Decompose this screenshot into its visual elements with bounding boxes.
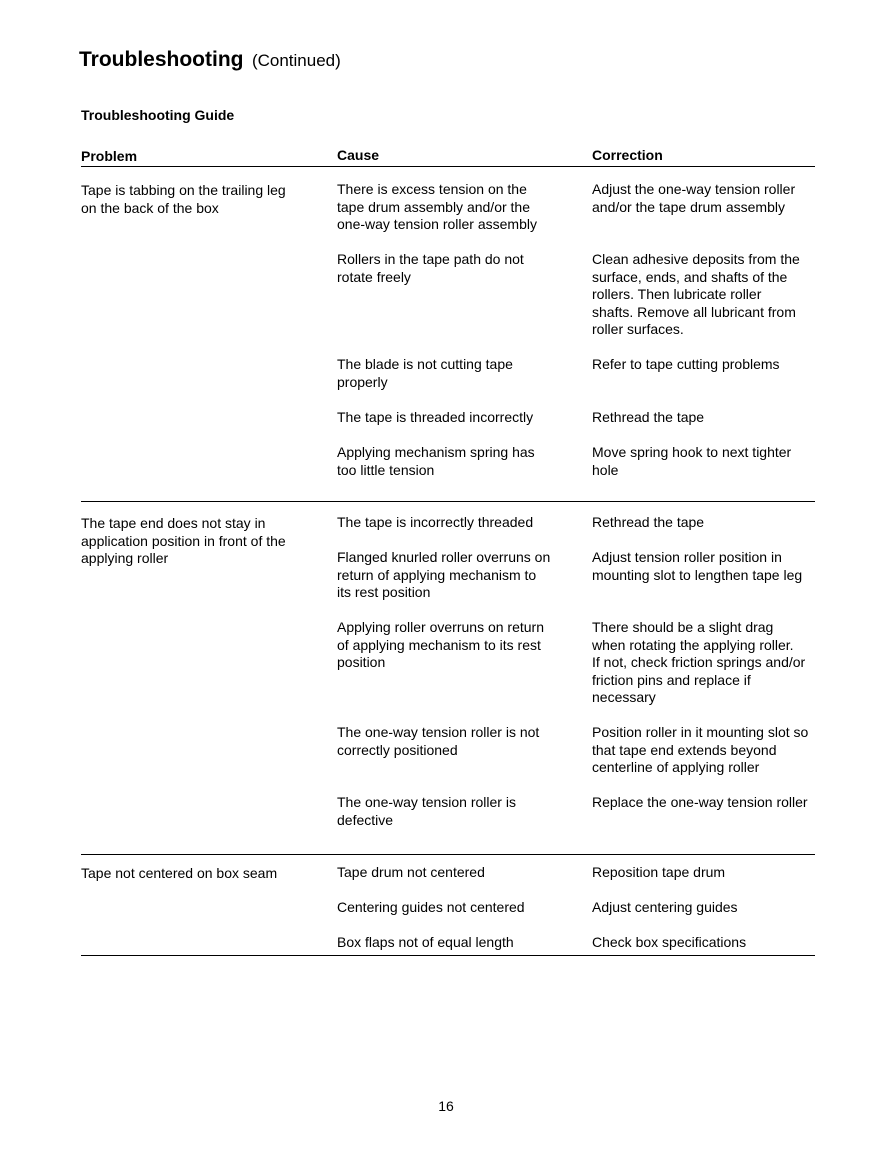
- cause-cell: There is excess tension on the tape drum assembly and/or the one-way tension roller assembly: [337, 181, 537, 233]
- problem-cell: The tape end does not stay in application position in front of the applying roller: [81, 515, 286, 567]
- header-rule: [81, 166, 815, 167]
- correction-cell: Replace the one-way tension roller: [592, 794, 808, 810]
- correction-cell: Refer to tape cutting problems: [592, 356, 780, 372]
- page-number: 16: [438, 1098, 454, 1114]
- cause-cell: The one-way tension roller is defective: [337, 794, 516, 828]
- page-title-main: Troubleshooting: [79, 48, 244, 71]
- cause-cell: Flanged knurled roller overruns on return of applying mechanism to its rest position: [337, 549, 551, 601]
- problem-cell: Tape not centered on box seam: [81, 865, 278, 881]
- correction-cell: Rethread the tape: [592, 514, 705, 530]
- correction-cell: Clean adhesive deposits from the surface, ends, and shafts of the rollers. Then lubricate roller shafts. Remove all lubricant from roller surfaces.: [592, 251, 800, 338]
- group-divider: [81, 854, 815, 855]
- cause-cell: The tape is threaded incorrectly: [337, 409, 534, 425]
- column-header-correction: Correction: [592, 147, 663, 163]
- correction-cell: There should be a slight drag when rotating the applying roller. If not, check friction springs and/or friction pins and replace if necessary: [592, 619, 806, 706]
- correction-cell: Move spring hook to next tighter hole: [592, 444, 792, 478]
- correction-cell: Adjust centering guides: [592, 899, 738, 915]
- column-header-problem: Problem: [81, 148, 138, 164]
- cause-cell: Box flaps not of equal length: [337, 934, 514, 950]
- cause-cell: The one-way tension roller is not correctly positioned: [337, 724, 540, 758]
- column-header-cause: Cause: [337, 147, 380, 163]
- table-bottom-rule: [81, 955, 815, 956]
- cause-cell: Rollers in the tape path do not rotate freely: [337, 251, 524, 285]
- correction-cell: Reposition tape drum: [592, 864, 726, 880]
- cause-cell: Tape drum not centered: [337, 864, 485, 880]
- correction-cell: Adjust the one-way tension roller and/or the tape drum assembly: [592, 181, 796, 215]
- problem-cell: Tape is tabbing on the trailing leg on the back of the box: [81, 182, 286, 216]
- page-title-suffix: (Continued): [251, 51, 341, 70]
- cause-cell: Centering guides not centered: [337, 899, 525, 915]
- cause-cell: Applying mechanism spring has too little tension: [337, 444, 535, 478]
- group-divider: [81, 501, 815, 502]
- correction-cell: Rethread the tape: [592, 409, 705, 425]
- correction-cell: Check box specifications: [592, 934, 747, 950]
- cause-cell: The tape is incorrectly threaded: [337, 514, 534, 530]
- correction-cell: Adjust tension roller position in mounting slot to lengthen tape leg: [592, 549, 803, 583]
- page-title: [79, 48, 341, 72]
- cause-cell: The blade is not cutting tape properly: [337, 356, 513, 390]
- correction-cell: Position roller in it mounting slot so that tape end extends beyond centerline of applying roller: [592, 724, 809, 776]
- cause-cell: Applying roller overruns on return of applying mechanism to its rest position: [337, 619, 544, 671]
- section-title: Troubleshooting Guide: [81, 107, 235, 123]
